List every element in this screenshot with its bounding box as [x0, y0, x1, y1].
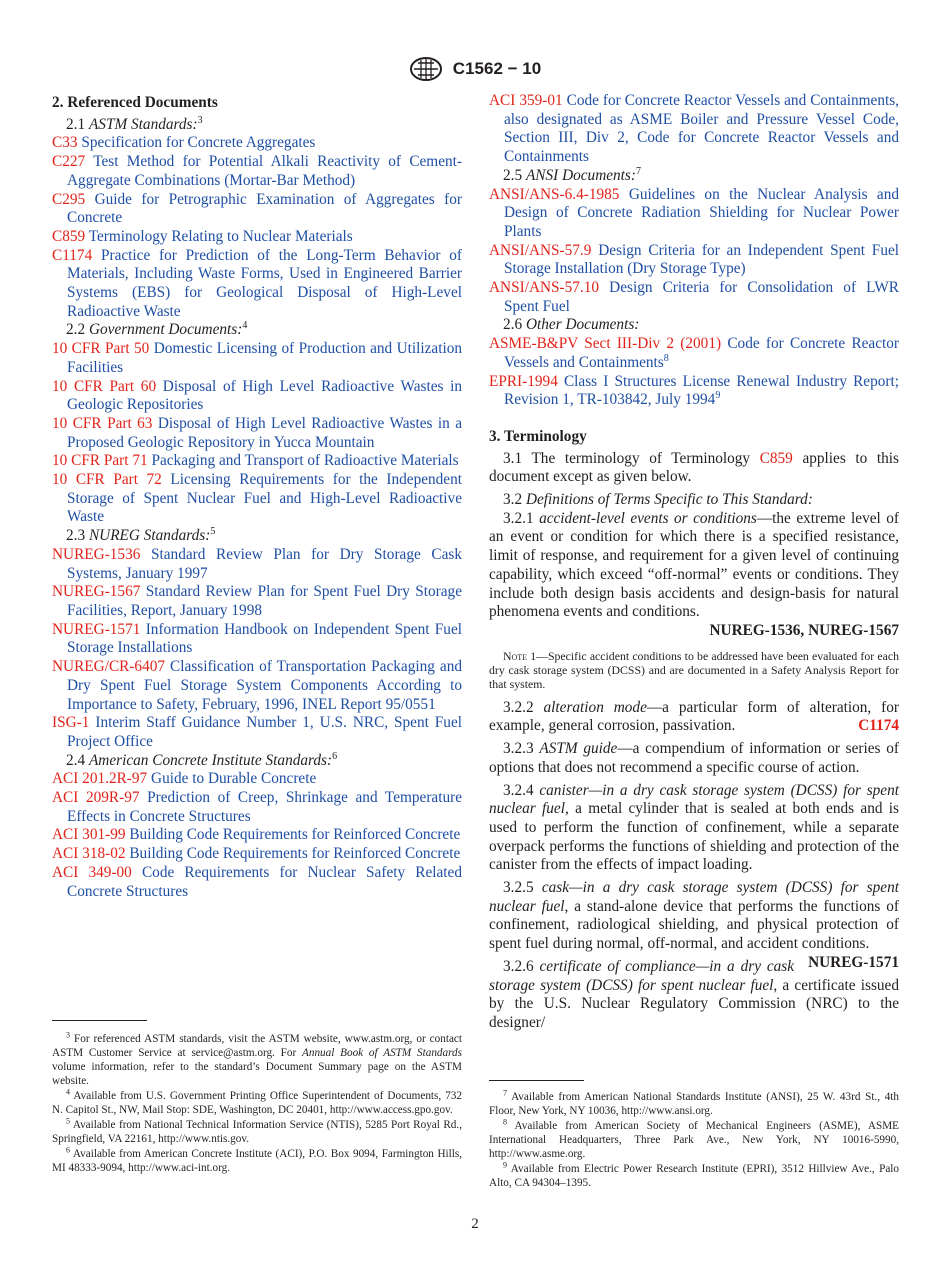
reference-title[interactable]: Test Method for Potential Alkali Reactivity of Cement-Aggregate Combinations (Mortar-Bar Method) [67, 153, 462, 189]
footnote [52, 1147, 462, 1175]
right-column [489, 92, 899, 1033]
reference-code[interactable]: 10 CFR Part 50 [52, 340, 150, 358]
reference-item [52, 415, 462, 452]
reference-item [489, 335, 899, 372]
footnote-text: volume information, refer to the standard’s Document Summary page on the ASTM website. [52, 1061, 462, 1087]
footnote-number: 8 [503, 1117, 507, 1127]
reference-title[interactable]: Design Criteria for an Independent Spent Fuel Storage Installation (Dry Storage Type) [504, 241, 900, 278]
footnote-marker: 9 [715, 390, 721, 402]
reference-title[interactable]: Building Code Requirements for Reinforced Concrete [129, 826, 461, 844]
reference-code[interactable]: C227 [52, 153, 86, 171]
reference-item [489, 242, 899, 279]
subsection-label: Government Documents: [88, 321, 243, 339]
reference-item [489, 373, 899, 410]
def-num: 3.2.5 [503, 879, 542, 897]
reference-item [52, 789, 462, 826]
footnote-text: Available from American Concrete Institute (ACI), P.O. Box 9094, Farmington Hills, MI 48333-9094, http://www.aci-int.org. [52, 1148, 462, 1174]
astm-logo-icon [409, 56, 443, 82]
reference-title[interactable]: Design Criteria for Consolidation of LWR Spent Fuel [504, 279, 899, 315]
def-text: , a stand-alone device that performs the functions of confinement, radiological shielding, and physical protection of spent fuel during normal, off-normal, and accident conditions. [489, 897, 899, 953]
footnote-text: For referenced ASTM standards, visit the ASTM website, www.astm.org, or contact ASTM Customer Service at service@astm.org. For [52, 1033, 462, 1059]
reference-title[interactable]: Code for Concrete Reactor Vessels and Containments [504, 335, 900, 371]
reference-code[interactable]: C859 [52, 227, 86, 245]
footnote-rule-right [489, 1080, 584, 1081]
reference-title[interactable]: Class I Structures License Renewal Industry Report; Revision 1, TR-103842, July 1994 [504, 372, 899, 409]
subsection-heading [52, 321, 462, 340]
footnote [489, 1090, 899, 1118]
reference-code[interactable]: 10 CFR Part 71 [52, 452, 148, 470]
note-1 [489, 649, 899, 691]
reference-code[interactable]: 10 CFR Part 63 [52, 414, 153, 432]
reference-title[interactable]: Packaging and Transport of Radioactive Materials [151, 452, 459, 470]
reference-title[interactable]: Information Handbook on Independent Spent Fuel Storage Installations [67, 620, 462, 657]
reference-item [52, 228, 462, 247]
footnote-marker: 5 [210, 526, 216, 538]
subsection-number: 2.3 [66, 527, 86, 545]
reference-code[interactable]: NUREG/CR-6407 [52, 658, 166, 676]
note-text: —Specific accident conditions to be addressed have been evaluated for each dry cask storage system (DCSS) and are documented in a Safety Analysis Report for that system. [489, 648, 899, 691]
footnote-marker: 8 [663, 352, 669, 364]
footnote-marker: 4 [242, 320, 248, 332]
reference-code[interactable]: ACI 349-00 [52, 863, 132, 881]
footnote-text: Available from Electric Power Research Institute (EPRI), 3512 Hillview Ave., Palo Alto, CA 94304–1395. [489, 1163, 899, 1189]
reference-code[interactable]: C295 [52, 190, 86, 208]
reference-title[interactable]: Disposal of High Level Radioactive Wastes in Geologic Repositories [67, 377, 462, 414]
reference-title[interactable]: Prediction of Creep, Shrinkage and Temperature Effects in Concrete Structures [67, 789, 462, 825]
footnote-text: Available from National Technical Information Service (NTIS), 5285 Port Royal Rd., Springfield, VA 22161, http://www.ntis.gov. [52, 1119, 462, 1145]
para-3-1-text-b: applies to this document except as given below. [489, 449, 899, 486]
definition-3-2-1 [489, 510, 899, 622]
referenced-documents-left [52, 116, 462, 902]
footnote-number: 4 [66, 1087, 70, 1097]
reference-code[interactable]: ANSI/ANS-57.9 [489, 241, 592, 259]
def-text: , a metal cylinder that is sealed at both ends and is used to perform the function of confinement, while a separate overpack performs the functions of shielding and protection of the canister from the effects of impact loading. [489, 800, 899, 874]
subsection-heading [52, 116, 462, 135]
def-num: 3.2.2 [503, 698, 544, 716]
para-3-1-text-a: 3.1 The terminology of Terminology [503, 449, 760, 467]
footnote [52, 1118, 462, 1146]
definition-3-2-2 [489, 699, 899, 736]
reference-title[interactable]: Code Requirements for Nuclear Safety Related Concrete Structures [67, 863, 462, 900]
reference-code[interactable]: ISG-1 [52, 714, 90, 732]
def-term: ASTM guide [539, 740, 618, 758]
subsection-number: 2.4 [66, 751, 86, 769]
reference-code[interactable]: ANSI/ANS-57.10 [489, 279, 600, 297]
subsection-number: 2.1 [66, 115, 86, 133]
reference-item [52, 658, 462, 714]
reference-code[interactable]: NUREG-1571 [52, 620, 141, 638]
def-num: 3.2.3 [503, 740, 540, 758]
reference-code[interactable]: ACI 318-02 [52, 845, 126, 863]
definition-source: NUREG-1571 [808, 953, 899, 971]
def-text: —a particular form of alteration, for example, general corrosion, passivation. [489, 698, 899, 735]
reference-item [52, 770, 462, 789]
reference-code[interactable]: ACI 301-99 [52, 826, 126, 844]
reference-item [52, 583, 462, 620]
footnote-text: Available from American Society of Mechanical Engineers (ASME), ASME International Headquarters, Three Park Ave., New York, NY 10016-5990, http://www.asme.org. [489, 1120, 899, 1160]
reference-code[interactable]: ACI 209R-97 [52, 789, 140, 807]
def-num: 3.2.6 [503, 957, 540, 975]
footnote [52, 1032, 462, 1088]
para-3-2-label: Definitions of Terms Specific to This Standard: [525, 491, 813, 509]
footnote-number: 3 [66, 1030, 70, 1040]
section-2-heading: 2. Referenced Documents [52, 94, 218, 111]
reference-title[interactable]: Terminology Relating to Nuclear Materials [88, 227, 353, 245]
def-num: 3.2.1 [503, 509, 540, 527]
footnote-marker: 6 [332, 750, 338, 762]
footnote-text: Available from U.S. Government Printing Office Superintendent of Documents, 732 N. Capitol St., NW, Mail Stop: SDE, Washington, DC 20401, http://www.access.gpo.gov. [52, 1090, 462, 1116]
footnotes-left [52, 1032, 462, 1176]
reference-title[interactable]: Disposal of High Level Radioactive Wastes in a Proposed Geologic Repository in Yucca Mountain [67, 414, 462, 451]
reference-code[interactable]: 10 CFR Part 72 [52, 471, 162, 489]
section-3-heading: 3. Terminology [489, 427, 587, 445]
reference-code[interactable]: NUREG-1536 [52, 545, 141, 563]
def-term: certificate of compliance—in a dry cask storage system (DCSS) for spent nuclear fuel [489, 957, 795, 994]
reference-item [489, 92, 899, 167]
footnote-rule-left [52, 1020, 147, 1021]
para-3-2-num: 3.2 [503, 491, 526, 509]
reference-item [52, 153, 462, 190]
reference-item [52, 378, 462, 415]
reference-code[interactable]: NUREG-1567 [52, 583, 141, 601]
reference-item [489, 186, 899, 242]
standard-designation: C1562 − 10 [452, 59, 542, 78]
reference-title[interactable]: Guide for Petrographic Examination of Aggregates for Concrete [67, 190, 462, 227]
subsection-label: ASTM Standards: [88, 115, 198, 133]
reference-code[interactable]: ACI 359-01 [489, 92, 563, 109]
def-term: canister—in a dry cask storage system (DCSS) for spent nuclear fuel [489, 781, 899, 818]
footnote-number: 7 [503, 1088, 507, 1098]
reference-title[interactable]: Practice for Prediction of the Long-Term Behavior of Materials, Including Waste Forms, Used in Engineered Barrier Systems (EBS) for Geological Disposal of High-Level Radioactive Waste [67, 246, 462, 320]
page-header [0, 56, 950, 82]
subsection-heading [489, 167, 899, 186]
definition-3-2-3 [489, 740, 899, 777]
reference-title[interactable]: Classification of Transportation Packaging and Dry Spent Fuel Storage System Components According to Importance to Safety, February, 1996, INEL Report 95/0551 [67, 658, 462, 713]
reference-title[interactable]: Standard Review Plan for Dry Storage Cask Systems, January 1997 [67, 545, 462, 582]
definition-3-2-4 [489, 782, 899, 876]
reference-item [52, 247, 462, 322]
reference-code[interactable]: ACI 201.2R-97 [52, 770, 148, 788]
para-3-2 [489, 491, 899, 510]
footnote-text: Available from American National Standards Institute (ANSI), 25 W. 43rd St., 4th Floor, New York, NY 10036, http://www.ansi.org. [489, 1091, 899, 1117]
subsection-heading [52, 527, 462, 546]
reference-title[interactable]: Guidelines on the Nuclear Analysis and Design of Concrete Radiation Shielding for Nuclear Power Plants [504, 185, 899, 240]
reference-item [52, 340, 462, 377]
subsection-label: NUREG Standards: [88, 527, 211, 545]
reference-code[interactable]: C1174 [52, 246, 93, 264]
reference-title[interactable]: Guide to Durable Concrete [151, 770, 317, 788]
def-text: , a certificate issued by the U.S. Nuclear Regulatory Commission (NRC) to the designer/ [489, 976, 899, 1031]
footnote-number: 6 [66, 1145, 70, 1155]
reference-item [52, 845, 462, 864]
def-text: —the extreme level of an event or condition for which there is a specified resistance, limit of response, and requirement for a given level of continuing capability, which exceed “off-normal” events or conditions. They include both design basis accidents and design-basis for natural phenomena events and conditions. [489, 509, 900, 621]
reference-item [52, 714, 462, 751]
subsection-label: ANSI Documents: [525, 166, 636, 184]
footnote-marker: 3 [197, 114, 203, 126]
reference-code[interactable]: EPRI-1994 [489, 372, 558, 390]
reference-title[interactable]: Building Code Requirements for Reinforced Concrete [129, 845, 461, 863]
reference-code[interactable]: 10 CFR Part 60 [52, 377, 157, 395]
ref-link-c859[interactable]: C859 [759, 449, 793, 467]
reference-title[interactable]: Standard Review Plan for Spent Fuel Dry Storage Facilities, Report, January 1998 [67, 583, 462, 619]
para-3-1 [489, 450, 899, 487]
reference-item [489, 279, 899, 316]
subsection-heading [489, 316, 899, 335]
reference-title[interactable]: Code for Concrete Reactor Vessels and Containments, also designated as ASME Boiler and Pressure Vessel Code, Section III, Div 2, Code for Concrete Reactor Vessels and Containments [504, 92, 899, 166]
reference-title[interactable]: Interim Staff Guidance Number 1, U.S. NRC, Spent Fuel Project Office [67, 714, 462, 750]
footnote-number: 9 [503, 1160, 507, 1170]
footnote-number: 5 [66, 1116, 70, 1126]
footnote-italic: Annual Book of ASTM Standards [302, 1047, 462, 1059]
reference-item [52, 134, 462, 153]
reference-title[interactable]: Licensing Requirements for the Independent Storage of Spent Nuclear Fuel and High-Level Radioactive Waste [67, 471, 462, 526]
def-term: accident-level events or conditions [539, 509, 757, 527]
subsection-label: American Concrete Institute Standards: [88, 751, 333, 769]
footnote [489, 1119, 899, 1161]
subsection-number: 2.2 [66, 321, 86, 339]
reference-item [52, 191, 462, 228]
def-term: cask—in a dry cask storage system (DCSS) for spent nuclear fuel [489, 879, 899, 915]
reference-code[interactable]: C33 [52, 134, 78, 152]
def-term: alteration mode [543, 698, 647, 716]
subsection-number: 2.6 [503, 316, 523, 334]
subsection-number: 2.5 [503, 166, 523, 184]
reference-title[interactable]: Specification for Concrete Aggregates [81, 134, 316, 152]
definition-source: NUREG-1536, NUREG-1567 [709, 621, 899, 639]
def-text: —a compendium of information or series of options that does not recommend a specific course of action. [489, 740, 899, 776]
reference-item [52, 452, 462, 471]
note-label: Note 1 [503, 648, 537, 663]
footnote-marker: 7 [635, 165, 641, 177]
subsection-heading [52, 752, 462, 771]
reference-item [52, 546, 462, 583]
reference-title[interactable]: Domestic Licensing of Production and Utilization Facilities [67, 340, 463, 376]
reference-item [52, 471, 462, 527]
def-num: 3.2.4 [503, 781, 540, 799]
ref-link-c1174[interactable]: C1174 [858, 717, 899, 735]
reference-item [52, 826, 462, 845]
footnote [489, 1162, 899, 1190]
footnote [52, 1089, 462, 1117]
reference-item [52, 621, 462, 658]
left-column [52, 92, 462, 901]
subsection-label: Other Documents: [525, 316, 640, 334]
reference-code[interactable]: ANSI/ANS-6.4-1985 [489, 185, 620, 203]
referenced-documents-right [489, 92, 899, 410]
page-number: 2 [471, 1216, 479, 1232]
reference-code[interactable]: ASME-B&PV Sect III-Div 2 (2001) [489, 335, 722, 353]
reference-item [52, 864, 462, 901]
footnotes-right [489, 1090, 899, 1191]
